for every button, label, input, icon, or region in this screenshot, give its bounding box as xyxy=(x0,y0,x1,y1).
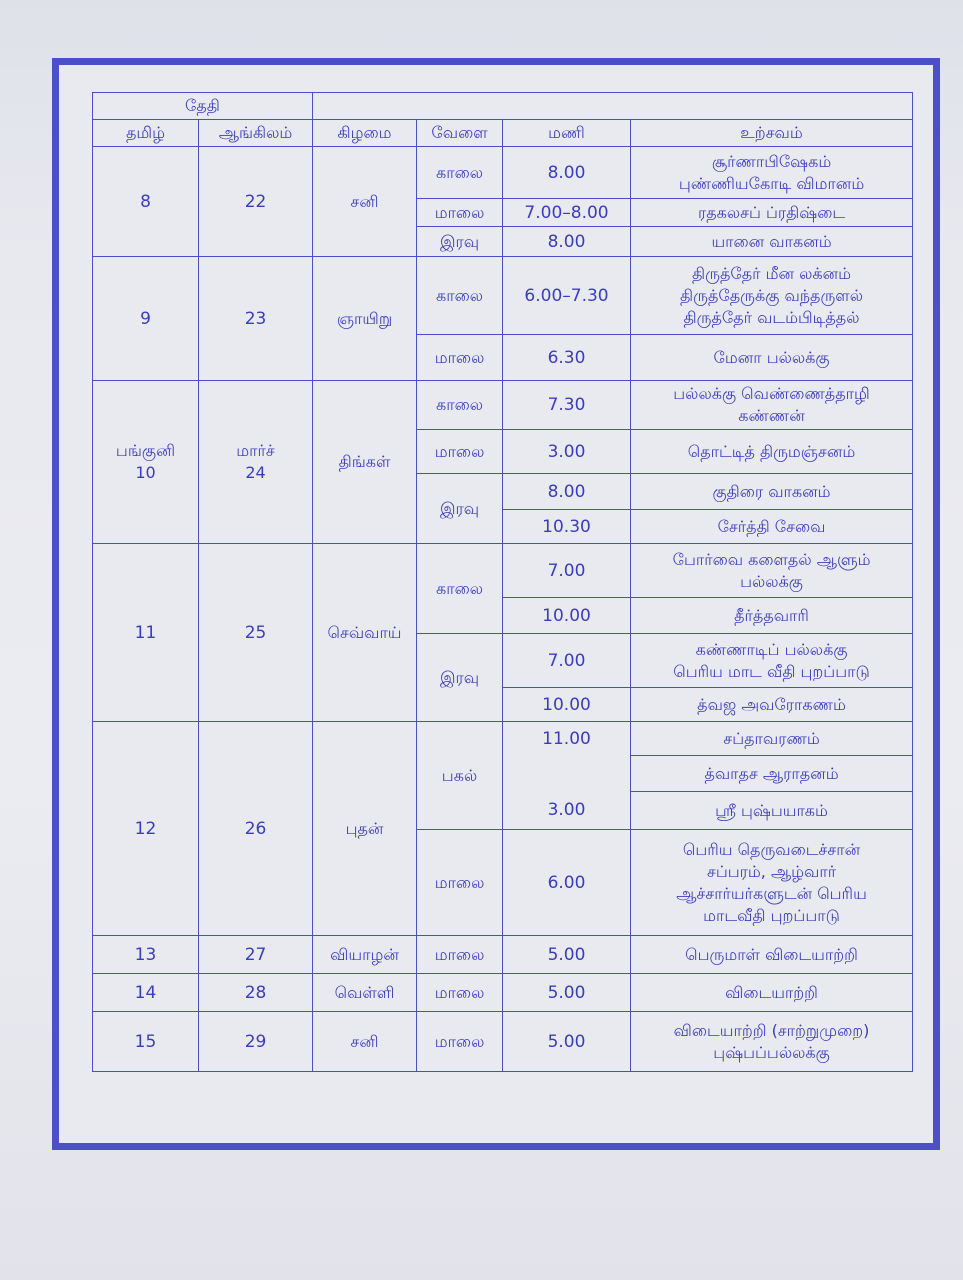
event: பெரிய தெருவடைச்சான் சப்பரம், ஆழ்வார் ஆச்சார்யர்களுடன் பெரிய மாடவீதி புறப்பாடு xyxy=(631,830,913,936)
tamil-date: 15 xyxy=(93,1012,199,1072)
date-group-header: தேதி xyxy=(93,93,313,120)
session: மாலை xyxy=(417,430,503,474)
event: கண்ணாடிப் பல்லக்கு பெரிய மாட வீதி புறப்பாடு xyxy=(631,634,913,688)
time: 6.30 xyxy=(503,335,631,381)
col-english-header: ஆங்கிலம் xyxy=(199,120,313,147)
event: மேனா பல்லக்கு xyxy=(631,335,913,381)
weekday: புதன் xyxy=(313,722,417,936)
event: த்வாதச ஆராதனம் xyxy=(631,756,913,792)
festival-schedule-table xyxy=(92,92,913,1072)
event: விடையாற்றி (சாற்றுமுறை) புஷ்பப்பல்லக்கு xyxy=(631,1012,913,1072)
event: விடையாற்றி xyxy=(631,974,913,1012)
table-row xyxy=(93,147,913,199)
col-time-header: மணி xyxy=(503,120,631,147)
session: மாலை xyxy=(417,335,503,381)
tamil-date: 9 xyxy=(93,257,199,381)
session: மாலை xyxy=(417,974,503,1012)
col-tamil-header: தமிழ் xyxy=(93,120,199,147)
event: பல்லக்கு வெண்ணைத்தாழி கண்ணன் xyxy=(631,381,913,430)
tamil-date: 14 xyxy=(93,974,199,1012)
weekday: செவ்வாய் xyxy=(313,544,417,722)
time: 10.00 xyxy=(503,598,631,634)
weekday: சனி xyxy=(313,147,417,257)
time: 7.00 xyxy=(503,544,631,598)
session: காலை xyxy=(417,544,503,634)
time: 3.00 xyxy=(503,792,631,830)
weekday: ஞாயிறு xyxy=(313,257,417,381)
table-row xyxy=(93,381,913,430)
header-row-2 xyxy=(93,120,913,147)
session: மாலை xyxy=(417,830,503,936)
table-row xyxy=(93,1012,913,1072)
english-date: 22 xyxy=(199,147,313,257)
time: 5.00 xyxy=(503,936,631,974)
time: 10.30 xyxy=(503,510,631,544)
weekday: வியாழன் xyxy=(313,936,417,974)
event: சப்தாவரணம் xyxy=(631,722,913,756)
session: மாலை xyxy=(417,936,503,974)
time: 8.00 xyxy=(503,474,631,510)
table-row xyxy=(93,974,913,1012)
time: 5.00 xyxy=(503,974,631,1012)
english-date: 25 xyxy=(199,544,313,722)
english-date: 27 xyxy=(199,936,313,974)
session: காலை xyxy=(417,381,503,430)
event: ரதகலசப் ப்ரதிஷ்டை xyxy=(631,199,913,227)
time: 6.00 xyxy=(503,830,631,936)
tamil-date: பங்குனி 10 xyxy=(93,381,199,544)
time: 10.00 xyxy=(503,688,631,722)
event: யானை வாகனம் xyxy=(631,227,913,257)
time: 8.00 xyxy=(503,227,631,257)
session: காலை xyxy=(417,147,503,199)
col-session-header: வேளை xyxy=(417,120,503,147)
session: இரவு xyxy=(417,474,503,544)
event: திருத்தேர் மீன லக்னம் திருத்தேருக்கு வந்தருளல் திருத்தேர் வடம்பிடித்தல் xyxy=(631,257,913,335)
event: சேர்த்தி சேவை xyxy=(631,510,913,544)
time xyxy=(503,756,631,792)
english-date: 23 xyxy=(199,257,313,381)
time: 5.00 xyxy=(503,1012,631,1072)
session: இரவு xyxy=(417,227,503,257)
table-row xyxy=(93,257,913,335)
session: மாலை xyxy=(417,1012,503,1072)
header-row-1 xyxy=(93,93,913,120)
tamil-date: 8 xyxy=(93,147,199,257)
time: 7.30 xyxy=(503,381,631,430)
time: 7.00–8.00 xyxy=(503,199,631,227)
tamil-date: 11 xyxy=(93,544,199,722)
english-date: 29 xyxy=(199,1012,313,1072)
session: பகல் xyxy=(417,722,503,830)
event: சூர்ணாபிஷேகம் புண்ணியகோடி விமானம் xyxy=(631,147,913,199)
header-spacer xyxy=(313,93,913,120)
weekday: வெள்ளி xyxy=(313,974,417,1012)
event: போர்வை களைதல் ஆளும் பல்லக்கு xyxy=(631,544,913,598)
event: தொட்டித் திருமஞ்சனம் xyxy=(631,430,913,474)
event: தீர்த்தவாரி xyxy=(631,598,913,634)
english-date: 26 xyxy=(199,722,313,936)
english-date: மார்ச் 24 xyxy=(199,381,313,544)
col-day-header: கிழமை xyxy=(313,120,417,147)
table-row xyxy=(93,936,913,974)
event: ஸ்ரீ புஷ்பயாகம் xyxy=(631,792,913,830)
time: 6.00–7.30 xyxy=(503,257,631,335)
table-row xyxy=(93,544,913,598)
english-date: 28 xyxy=(199,974,313,1012)
event: பெருமாள் விடையாற்றி xyxy=(631,936,913,974)
weekday: சனி xyxy=(313,1012,417,1072)
time: 3.00 xyxy=(503,430,631,474)
event: குதிரை வாகனம் xyxy=(631,474,913,510)
session: மாலை xyxy=(417,199,503,227)
session: காலை xyxy=(417,257,503,335)
time: 8.00 xyxy=(503,147,631,199)
time: 11.00 xyxy=(503,722,631,756)
event: த்வஜ அவரோகணம் xyxy=(631,688,913,722)
col-festival-header: உற்சவம் xyxy=(631,120,913,147)
table-row xyxy=(93,722,913,756)
session: இரவு xyxy=(417,634,503,722)
weekday: திங்கள் xyxy=(313,381,417,544)
tamil-date: 12 xyxy=(93,722,199,936)
time: 7.00 xyxy=(503,634,631,688)
tamil-date: 13 xyxy=(93,936,199,974)
